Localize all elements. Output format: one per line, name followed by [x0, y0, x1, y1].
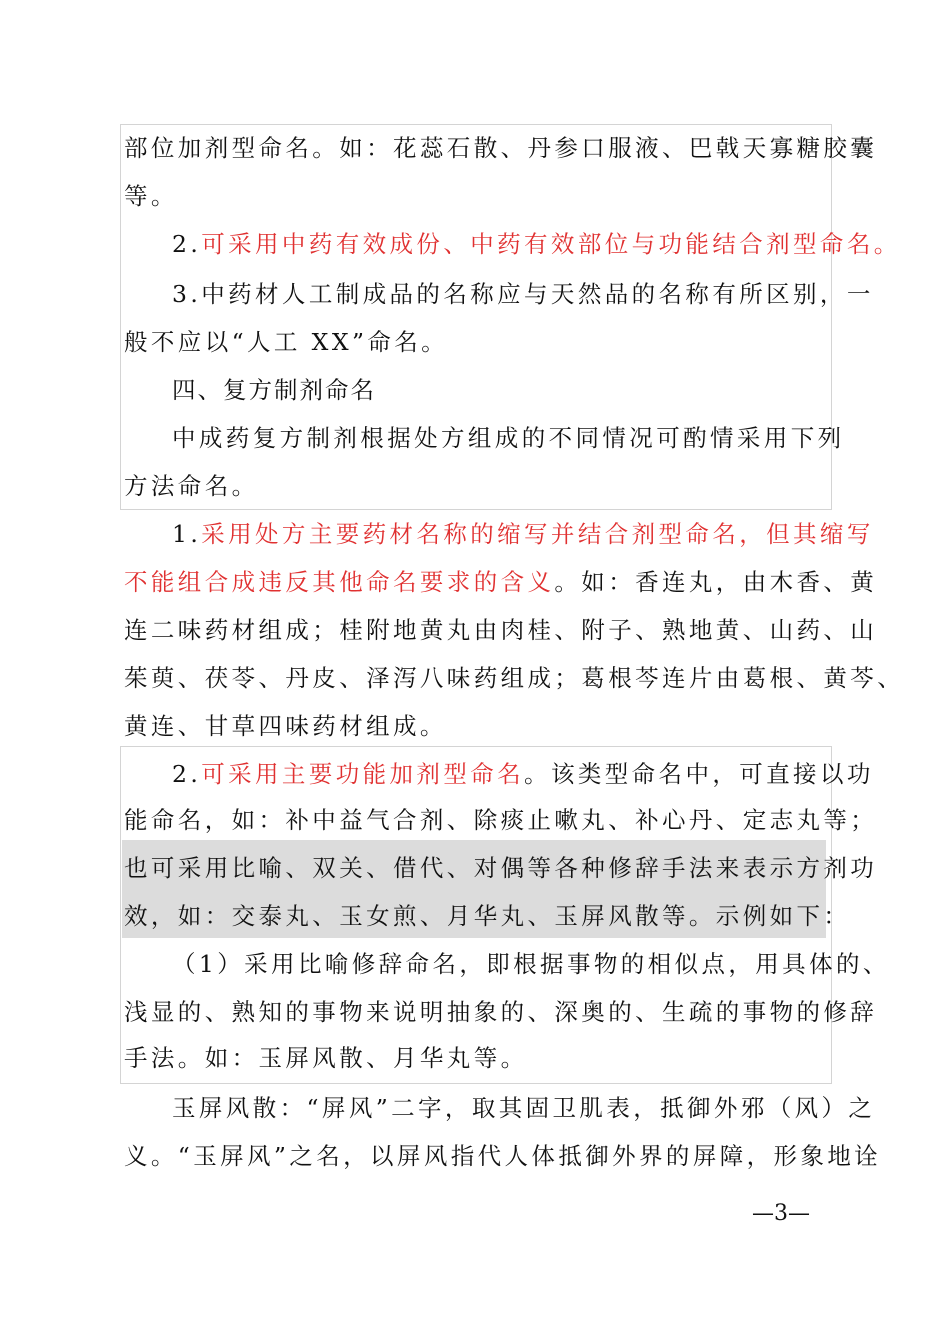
paragraph-line: 部位加剂型命名。如：花蕊石散、丹参口服液、巴戟天寡糖胶囊 — [124, 134, 878, 162]
red-text: 可采用主要功能加剂型命名 — [201, 760, 525, 788]
paragraph-line: 茱萸、茯苓、丹皮、泽泻八味药组成；葛根芩连片由葛根、黄芩、 — [124, 664, 905, 692]
paragraph-line: 玉屏风散：“屏风”二字，取其固卫肌表，抵御外邪（风）之 — [172, 1094, 876, 1122]
paragraph-line: 中成药复方制剂根据处方组成的不同情况可酌情采用下列 — [172, 424, 845, 452]
red-text: 可采用中药有效成份、中药有效部位与功能结合剂型命名。 — [201, 230, 901, 258]
paragraph-line: 也可采用比喻、双关、借代、对偶等各种修辞手法来表示方剂功 — [124, 854, 878, 882]
paragraph-line: 般不应以“人工 XX”命名。 — [124, 328, 449, 356]
red-text: 不能组合成违反其他命名要求的含义 — [124, 568, 555, 596]
red-text: 采用处方主要药材名称的缩写并结合剂型命名，但其缩写 — [201, 520, 874, 548]
paragraph-line — [172, 518, 874, 550]
paragraph-line — [172, 228, 901, 260]
item-number: 2. — [172, 230, 202, 258]
paragraph-line — [124, 566, 877, 598]
paragraph-line: 手法。如：玉屏风散、月华丸等。 — [124, 1044, 528, 1072]
paragraph-line: 黄连、甘草四味药材组成。 — [124, 712, 447, 740]
plain-text: 。如：香连丸，由木香、黄 — [554, 568, 878, 596]
item-number: 1. — [172, 520, 202, 548]
paragraph-line: 浅显的、熟知的事物来说明抽象的、深奥的、生疏的事物的修辞 — [124, 998, 878, 1026]
paragraph-line: 等。 — [124, 182, 178, 210]
paragraph-line: 3.中药材人工制成品的名称应与天然品的名称有所区别，一 — [172, 280, 874, 308]
item-number: 2. — [172, 760, 202, 788]
page-number: —3— — [752, 1201, 810, 1226]
section-heading: 四、复方制剂命名 — [172, 376, 376, 404]
paragraph-line: 方法命名。 — [124, 472, 259, 500]
paragraph-line: 连二味药材组成；桂附地黄丸由肉桂、附子、熟地黄、山药、山 — [124, 616, 878, 644]
plain-text: 。该类型命名中，可直接以功 — [524, 760, 874, 788]
paragraph-line: 义。“玉屏风”之名，以屏风指代人体抵御外界的屏障，形象地诠 — [124, 1142, 882, 1170]
paragraph-line: 效，如：交泰丸、玉女煎、月华丸、玉屏风散等。示例如下： — [124, 902, 851, 930]
paragraph-line: （1）采用比喻修辞命名，即根据事物的相似点，用具体的、 — [172, 950, 890, 978]
paragraph-line: 能命名，如：补中益气合剂、除痰止嗽丸、补心丹、定志丸等； — [124, 806, 878, 834]
paragraph-line — [172, 758, 874, 790]
